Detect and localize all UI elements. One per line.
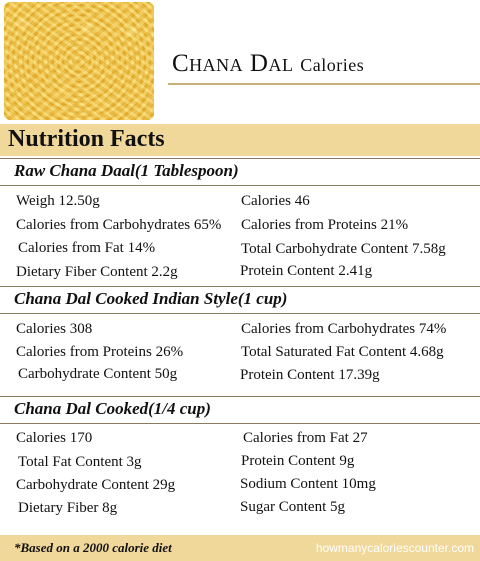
photo-texture	[4, 2, 154, 120]
fact-item: Calories from Carbohydrates 74%	[241, 321, 447, 337]
title-main: Chana Dal	[172, 50, 294, 77]
fact-item: Carbohydrate Content 50g	[18, 366, 178, 382]
chana-dal-photo	[4, 2, 154, 120]
section-cooked-quarter-cup-header	[0, 396, 480, 424]
fact-item: Sugar Content 5g	[240, 499, 345, 515]
fact-item: Calories from Proteins 21%	[241, 217, 409, 233]
section-title: Raw Chana Daal(1 Tablespoon)	[14, 161, 239, 180]
fact-item: Total Saturated Fat Content 4.68g	[241, 344, 444, 360]
fact-item: Carbohydrate Content 29g	[16, 477, 176, 493]
section-raw-header	[0, 158, 480, 186]
section-cooked-indian-header	[0, 286, 480, 314]
section-title: Chana Dal Cooked(1/4 cup)	[14, 399, 211, 418]
fact-item: Calories from Carbohydrates 65%	[16, 217, 222, 233]
section-title: Chana Dal Cooked Indian Style(1 cup)	[14, 289, 288, 308]
footer-bar	[0, 535, 480, 561]
fact-item: Protein Content 17.39g	[240, 367, 380, 383]
page-title	[172, 50, 364, 78]
fact-item: Total Carbohydrate Content 7.58g	[241, 241, 446, 257]
fact-item: Protein Content 2.41g	[240, 263, 373, 279]
diet-footnote: *Based on a 2000 calorie diet	[14, 540, 172, 555]
fact-item: Dietary Fiber 8g	[18, 500, 118, 516]
site-url: howmanycaloriescounter.com	[315, 541, 474, 555]
title-sub: Calories	[300, 55, 365, 75]
nutrition-facts-header	[0, 124, 480, 156]
nutrition-facts-title: Nutrition Facts	[8, 126, 165, 152]
fact-item: Calories from Proteins 26%	[16, 344, 184, 360]
title-divider	[168, 83, 480, 85]
fact-item: Total Fat Content 3g	[18, 454, 142, 470]
fact-item: Calories 308	[16, 321, 93, 337]
fact-item: Weigh 12.50g	[16, 193, 100, 209]
fact-item: Calories 170	[16, 430, 93, 446]
fact-item: Sodium Content 10mg	[240, 476, 376, 492]
fact-item: Calories from Fat 14%	[18, 240, 156, 256]
fact-item: Calories 46	[241, 193, 310, 209]
fact-item: Protein Content 9g	[241, 453, 355, 469]
fact-item: Dietary Fiber Content 2.2g	[16, 264, 178, 280]
fact-item: Calories from Fat 27	[243, 430, 368, 446]
